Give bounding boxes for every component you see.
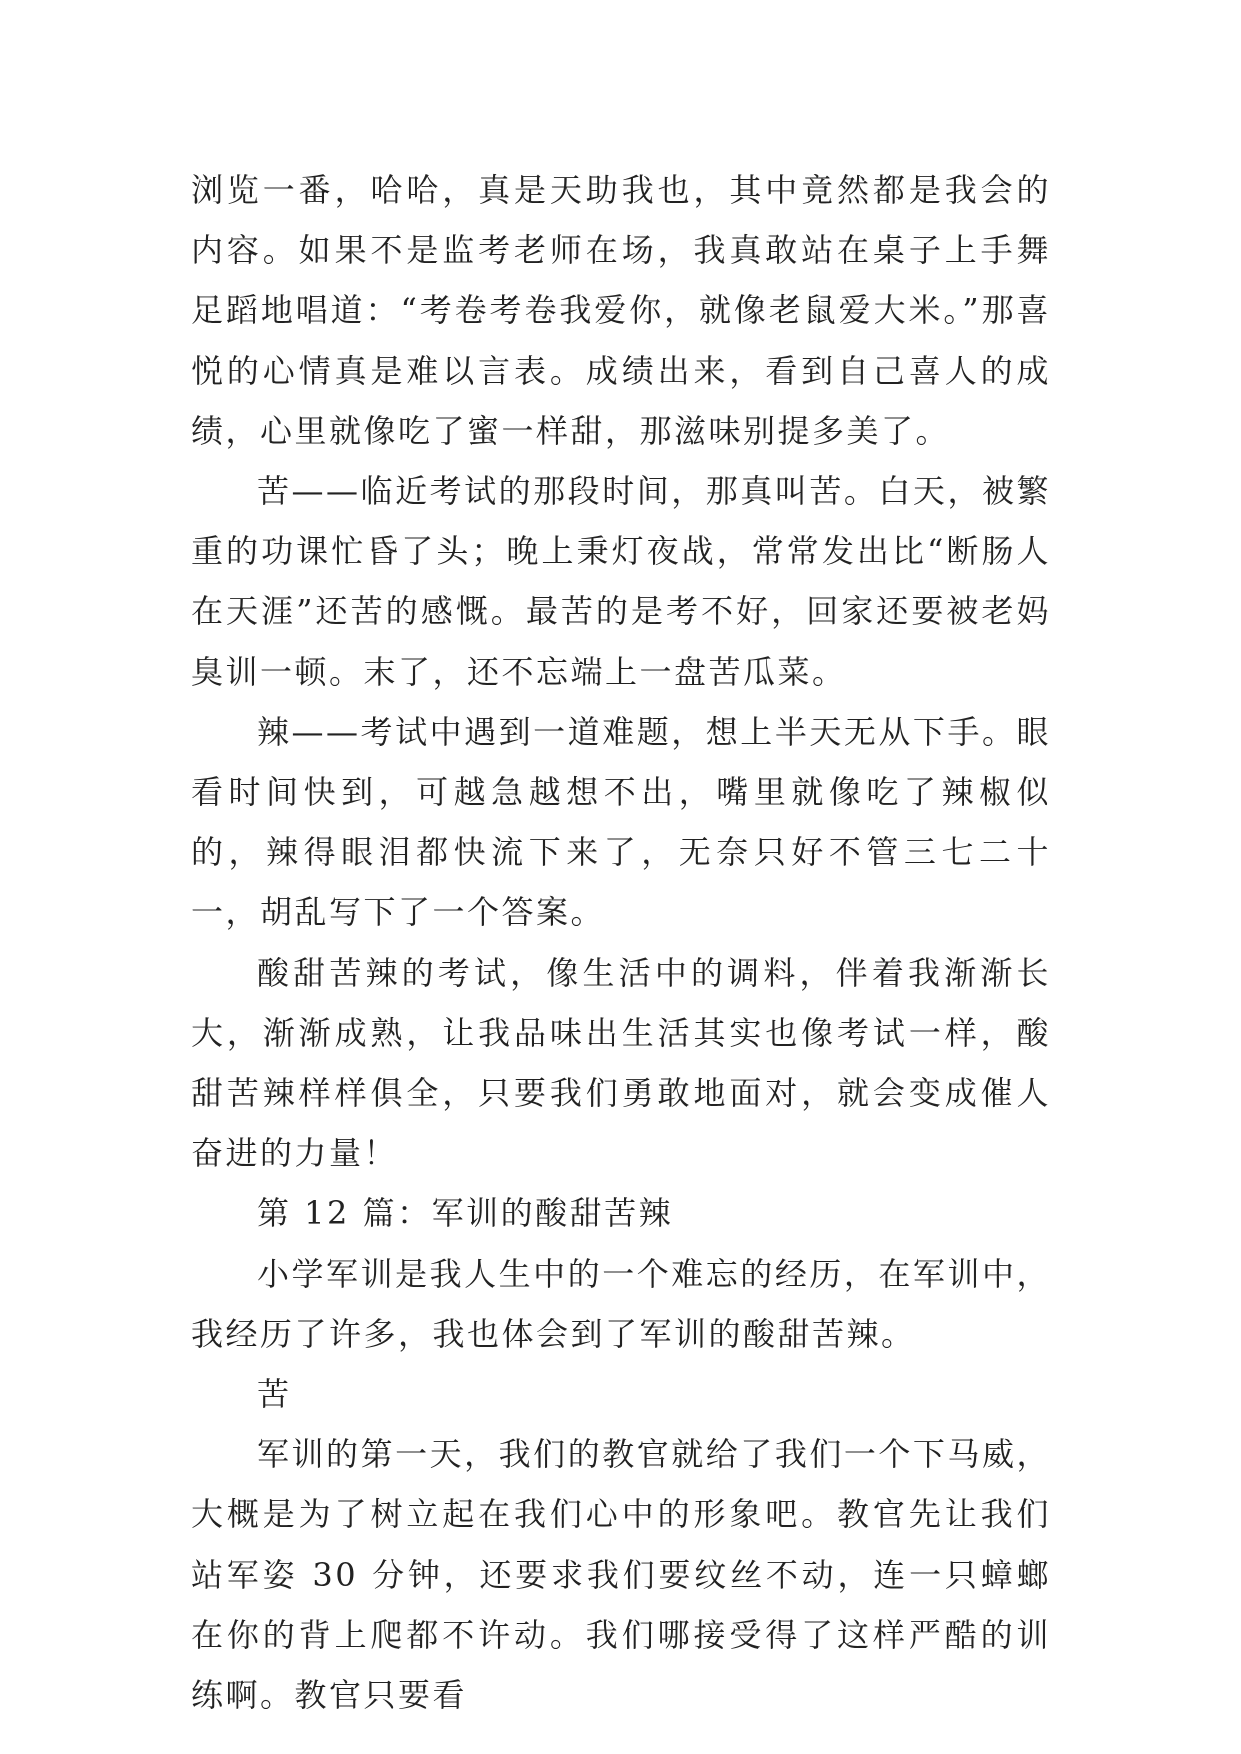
paragraph: 浏览一番，哈哈，真是天助我也，其中竟然都是我会的内容。如果不是监考老师在场，我真敢站在桌子上手舞足蹈地唱道：“考卷考卷我爱你，就像老鼠爱大米。”那喜悦的心情真是难以言表。成绩出来，看到自己喜人的成绩，心里就像吃了蜜一样甜，那滋味别提多美了。 <box>191 171 1051 450</box>
subheading: 苦 <box>257 1375 292 1414</box>
paragraph: 酸甜苦辣的考试，像生活中的调料，伴着我渐渐长大，渐渐成熟，让我品味出生活其实也像考试一样，酸甜苦辣样样俱全，只要我们勇敢地面对，就会变成催人奋进的力量！ <box>191 953 1051 1173</box>
document-body <box>191 160 1051 1725</box>
paragraph: 苦——临近考试的那段时间，那真叫苦。白天，被繁重的功课忙昏了头；晚上秉灯夜战，常常发出比“断肠人在天涯”还苦的感慨。最苦的是考不好，回家还要被老妈臭训一顿。末了，还不忘端上一盘苦瓜菜。 <box>191 472 1051 691</box>
paragraph: 小学军训是我人生中的一个难忘的经历，在军训中，我经历了许多，我也体会到了军训的酸甜苦辣。 <box>191 1254 1051 1353</box>
paragraph: 辣——考试中遇到一道难题，想上半天无从下手。眼看时间快到，可越急越想不出，嘴里就像吃了辣椒似的，辣得眼泪都快流下来了，无奈只好不管三七二十一，胡乱写下了一个答案。 <box>191 712 1051 932</box>
paragraph: 军训的第一天，我们的教官就给了我们一个下马威，大概是为了树立起在我们心中的形象吧。教官先让我们站军姿 30 分钟，还要求我们要纹丝不动，连一只蟑螂在你的背上爬都不许动。我们哪接受得了这样严酷的训练啊。教官只要看 <box>191 1435 1051 1715</box>
section-heading: 第 12 篇：军训的酸甜苦辣 <box>257 1194 674 1233</box>
